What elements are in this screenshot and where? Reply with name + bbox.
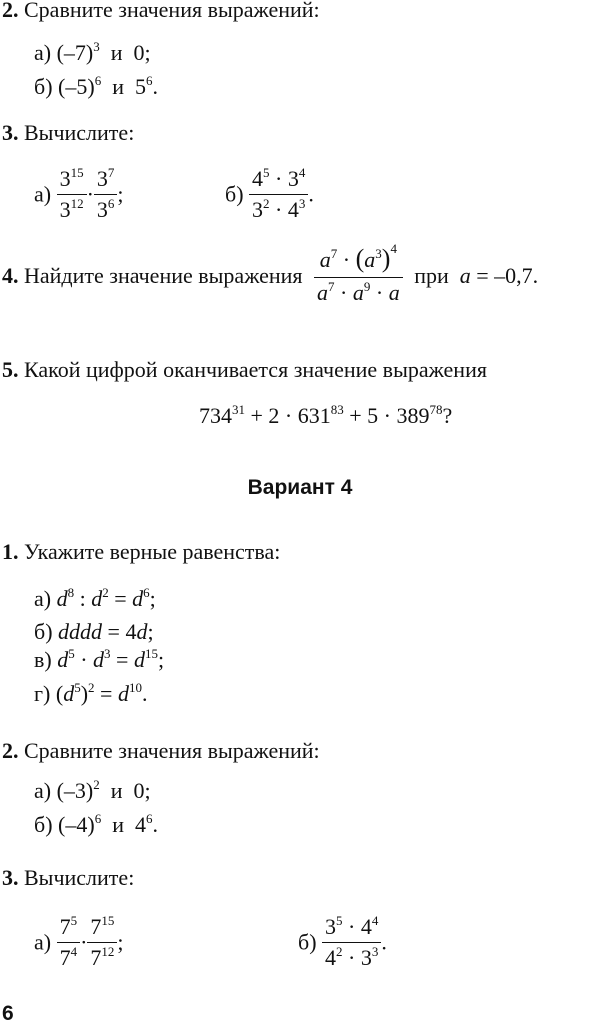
value: = –0,7.: [476, 263, 539, 288]
expr-exponent: 6: [94, 72, 102, 88]
base: 3: [59, 166, 71, 191]
exponent: 83: [330, 401, 344, 417]
base: 7: [90, 945, 102, 970]
fraction: [314, 240, 403, 306]
expr-exponent: 6: [145, 810, 153, 826]
base: 3: [325, 914, 337, 939]
base: 734: [199, 403, 232, 428]
variable: d: [136, 619, 148, 644]
page-number: 6: [2, 1002, 14, 1025]
expr-rhs: 0;: [133, 40, 151, 65]
fraction: [87, 914, 117, 971]
v-task-1-b: [34, 619, 154, 645]
task-5-expression: [199, 403, 452, 429]
task-text: Найдите значение выражения: [24, 263, 303, 288]
operator: :: [79, 586, 86, 611]
paren-close: ): [80, 681, 89, 706]
operator: + 5 ·: [349, 403, 391, 428]
task-text: Укажите верные равенства:: [24, 539, 281, 564]
v-task-2-a: [34, 778, 151, 804]
v-task-1-a: [34, 586, 156, 612]
punctuation: ;: [117, 929, 124, 955]
task-2-top-b: [34, 74, 158, 100]
task-text: Какой цифрой оканчивается значение выражения: [24, 357, 487, 382]
exponent: 5: [74, 679, 81, 695]
multiply-dot: ·: [375, 280, 384, 305]
paren-open: (: [355, 244, 365, 273]
paren-open: (: [55, 681, 64, 706]
expr-exponent: 6: [145, 72, 153, 88]
fraction: [322, 914, 381, 971]
task-text: Вычислите:: [24, 865, 135, 890]
item-label: а): [34, 40, 52, 65]
item-label: в): [34, 647, 52, 672]
fraction: [57, 914, 81, 971]
punctuation: ;: [157, 647, 165, 672]
exponent: 7: [330, 245, 338, 261]
exponent: 15: [101, 912, 115, 928]
item-label: а): [34, 929, 52, 955]
punctuation: .: [141, 681, 148, 706]
variable: d: [133, 647, 145, 672]
base: 3: [360, 945, 372, 970]
conjunction: и: [112, 812, 124, 837]
expr-base: (–5): [58, 74, 95, 99]
fraction: [249, 166, 308, 223]
base: 4: [325, 945, 337, 970]
exponent: 6: [143, 584, 150, 600]
exponent: 2: [336, 943, 343, 959]
variable: d: [132, 586, 144, 611]
multiply-dot: ·: [348, 945, 356, 970]
exponent: 9: [363, 278, 371, 294]
punctuation: .: [152, 74, 158, 99]
exponent: 78: [429, 401, 443, 417]
variable: a: [364, 247, 376, 272]
item-label: б): [34, 619, 53, 644]
exponent: 7: [107, 164, 115, 180]
base: 7: [59, 945, 71, 970]
exponent: 12: [101, 943, 115, 959]
task-text: Сравните значения выражений:: [24, 0, 320, 22]
variable: dddd: [58, 619, 103, 644]
fraction: [57, 166, 87, 223]
variable: d: [117, 681, 129, 706]
expr-base: (–7): [56, 40, 94, 65]
base: 7: [90, 914, 102, 939]
base: 4: [287, 197, 299, 222]
expr-exponent: 3: [93, 38, 100, 54]
base: 3: [252, 197, 264, 222]
paren-close: ): [381, 244, 391, 273]
task-3-top-b: [225, 166, 314, 223]
punctuation: ?: [442, 403, 453, 428]
punctuation: ;: [117, 181, 124, 207]
punctuation: ;: [149, 586, 156, 611]
task-5: [2, 357, 487, 383]
v-task-1-c: [34, 647, 164, 673]
item-label: б): [34, 812, 53, 837]
expr-base: (–3): [56, 778, 94, 803]
exponent: 4: [298, 164, 306, 180]
variable: a: [319, 247, 331, 272]
task-2-top: [2, 0, 320, 23]
item-label: б): [34, 74, 53, 99]
exponent: 5: [336, 912, 343, 928]
exponent: 6: [107, 195, 115, 211]
task-number: 5.: [2, 357, 19, 382]
variant-heading: Вариант 4: [247, 476, 353, 499]
multiply-dot: ·: [348, 914, 356, 939]
base: 3: [96, 197, 108, 222]
multiply-dot: ·: [340, 280, 348, 305]
exponent: 15: [70, 164, 84, 180]
base: 3: [59, 197, 71, 222]
base: 3: [287, 166, 299, 191]
exponent: 12: [70, 195, 84, 211]
item-label: б): [298, 929, 317, 955]
item-label: г): [34, 681, 51, 706]
exponent: 2: [102, 584, 109, 600]
punctuation: ;: [147, 619, 154, 644]
variable: d: [57, 647, 69, 672]
task-number: 3.: [2, 865, 19, 890]
exponent: 7: [328, 278, 335, 294]
conjunction: и: [110, 778, 123, 803]
item-label: а): [34, 586, 52, 611]
expr-exponent: 2: [93, 776, 100, 792]
operator: = 4: [107, 619, 137, 644]
exponent: 5: [263, 164, 270, 180]
task-text: Сравните значения выражений:: [24, 738, 320, 763]
variable: d: [56, 586, 68, 611]
task-3-top: [2, 120, 134, 146]
base: 3: [96, 166, 108, 191]
v-task-2: [2, 738, 320, 764]
v-task-2-b: [34, 812, 158, 838]
base: 7: [59, 914, 71, 939]
exponent: 15: [144, 645, 158, 661]
exponent: 4: [70, 943, 78, 959]
expr-base: (–4): [58, 812, 95, 837]
task-number: 2.: [2, 0, 19, 22]
task-4: [2, 240, 539, 306]
operator: + 2 ·: [250, 403, 293, 428]
base: 4: [360, 914, 372, 939]
exponent: 5: [68, 645, 75, 661]
v-task-3: [2, 865, 134, 891]
conjunction: и: [110, 40, 123, 65]
task-text: Вычислите:: [24, 120, 135, 145]
punctuation: .: [308, 181, 314, 207]
variable: a: [388, 280, 400, 305]
expr-rhs: 4: [134, 812, 146, 837]
item-label: а): [34, 778, 52, 803]
exponent: 8: [67, 584, 75, 600]
task-number: 3.: [2, 120, 19, 145]
base: 631: [297, 403, 331, 428]
exponent: 2: [88, 679, 95, 695]
operator: ·: [80, 647, 88, 672]
expr-exponent: 6: [94, 810, 102, 826]
variable: d: [63, 681, 75, 706]
exponent: 3: [104, 645, 111, 661]
operator: =: [100, 681, 113, 706]
v-task-3-a: [34, 914, 124, 971]
operator: =: [114, 586, 127, 611]
punctuation: .: [152, 812, 158, 837]
v-task-1: [2, 539, 280, 565]
multiply-dot: ·: [80, 929, 88, 955]
task-number: 4.: [2, 263, 19, 288]
operator: =: [116, 647, 129, 672]
base: 4: [252, 166, 264, 191]
task-3-top-a: [34, 166, 124, 223]
conjunction: и: [112, 74, 124, 99]
task-2-top-a: [34, 40, 151, 66]
exponent: 3: [298, 195, 306, 211]
multiply-dot: ·: [342, 247, 351, 272]
multiply-dot: ·: [275, 166, 283, 191]
exponent: 5: [70, 912, 78, 928]
item-label: а): [34, 181, 52, 207]
variable: d: [93, 647, 105, 672]
exponent: 4: [371, 912, 379, 928]
word-at: при: [414, 263, 449, 288]
punctuation: .: [381, 929, 387, 955]
multiply-dot: ·: [275, 197, 283, 222]
exponent: 3: [375, 245, 382, 261]
fraction: [94, 166, 118, 223]
exponent: 2: [263, 195, 270, 211]
exponent: 31: [232, 401, 245, 417]
variable: a: [352, 280, 364, 305]
exponent: 10: [128, 679, 142, 695]
exponent: 3: [371, 943, 379, 959]
v-task-3-b: [298, 914, 387, 971]
task-number: 2.: [2, 738, 19, 763]
variable: a: [459, 263, 471, 288]
task-number: 1.: [2, 539, 19, 564]
expr-rhs: 0;: [133, 778, 151, 803]
v-task-1-d: [34, 681, 147, 707]
variable: d: [91, 586, 103, 611]
multiply-dot: ·: [86, 181, 94, 207]
exponent: 4: [390, 240, 397, 256]
item-label: б): [225, 181, 244, 207]
variable: a: [317, 280, 329, 305]
base: 389: [396, 403, 430, 428]
expr-rhs: 5: [134, 74, 146, 99]
